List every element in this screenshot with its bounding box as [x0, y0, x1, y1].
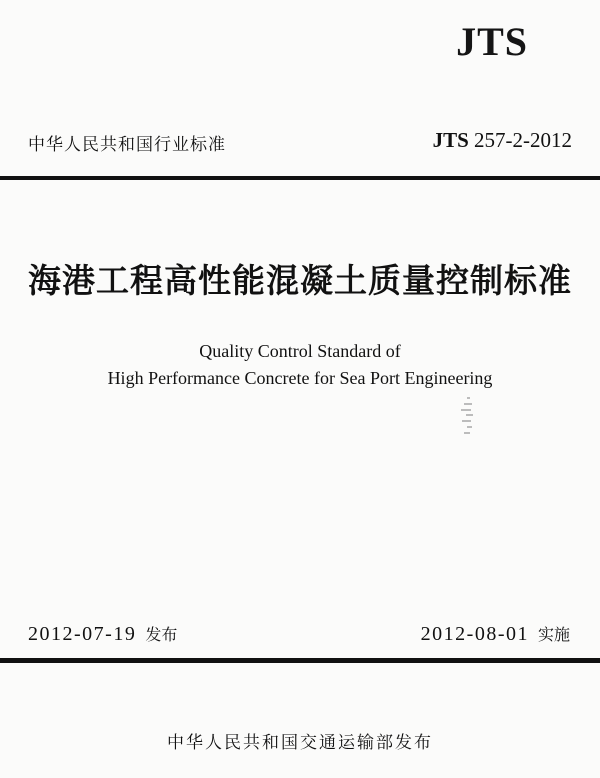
standard-code-prefix: JTS	[432, 128, 469, 152]
top-divider	[0, 176, 600, 180]
implement-date-value: 2012-08-01	[420, 623, 529, 645]
implement-date	[421, 622, 570, 646]
standard-category: 中华人民共和国行业标准	[28, 135, 226, 155]
bottom-divider	[0, 658, 600, 663]
issue-date	[28, 622, 177, 646]
header-row	[28, 128, 572, 154]
standard-code-number: 257-2-2012	[474, 128, 572, 152]
issue-date-value: 2012-07-19	[28, 623, 137, 645]
implement-date-label: 实施	[537, 625, 570, 644]
title-english-line-1: Quality Control Standard of	[199, 341, 401, 361]
title-english-line-2: High Performance Concrete for Sea Port Engineering	[107, 368, 493, 388]
issue-date-label: 发布	[145, 625, 178, 644]
standard-code	[433, 128, 572, 153]
dates-row	[28, 622, 570, 650]
publisher: 中华人民共和国交通运输部发布	[167, 733, 433, 753]
title-chinese: 海港工程高性能混凝土质量控制标准	[28, 261, 572, 300]
scan-artifact	[455, 395, 483, 440]
jts-logo: JTS	[456, 19, 528, 64]
title-english	[0, 338, 600, 392]
